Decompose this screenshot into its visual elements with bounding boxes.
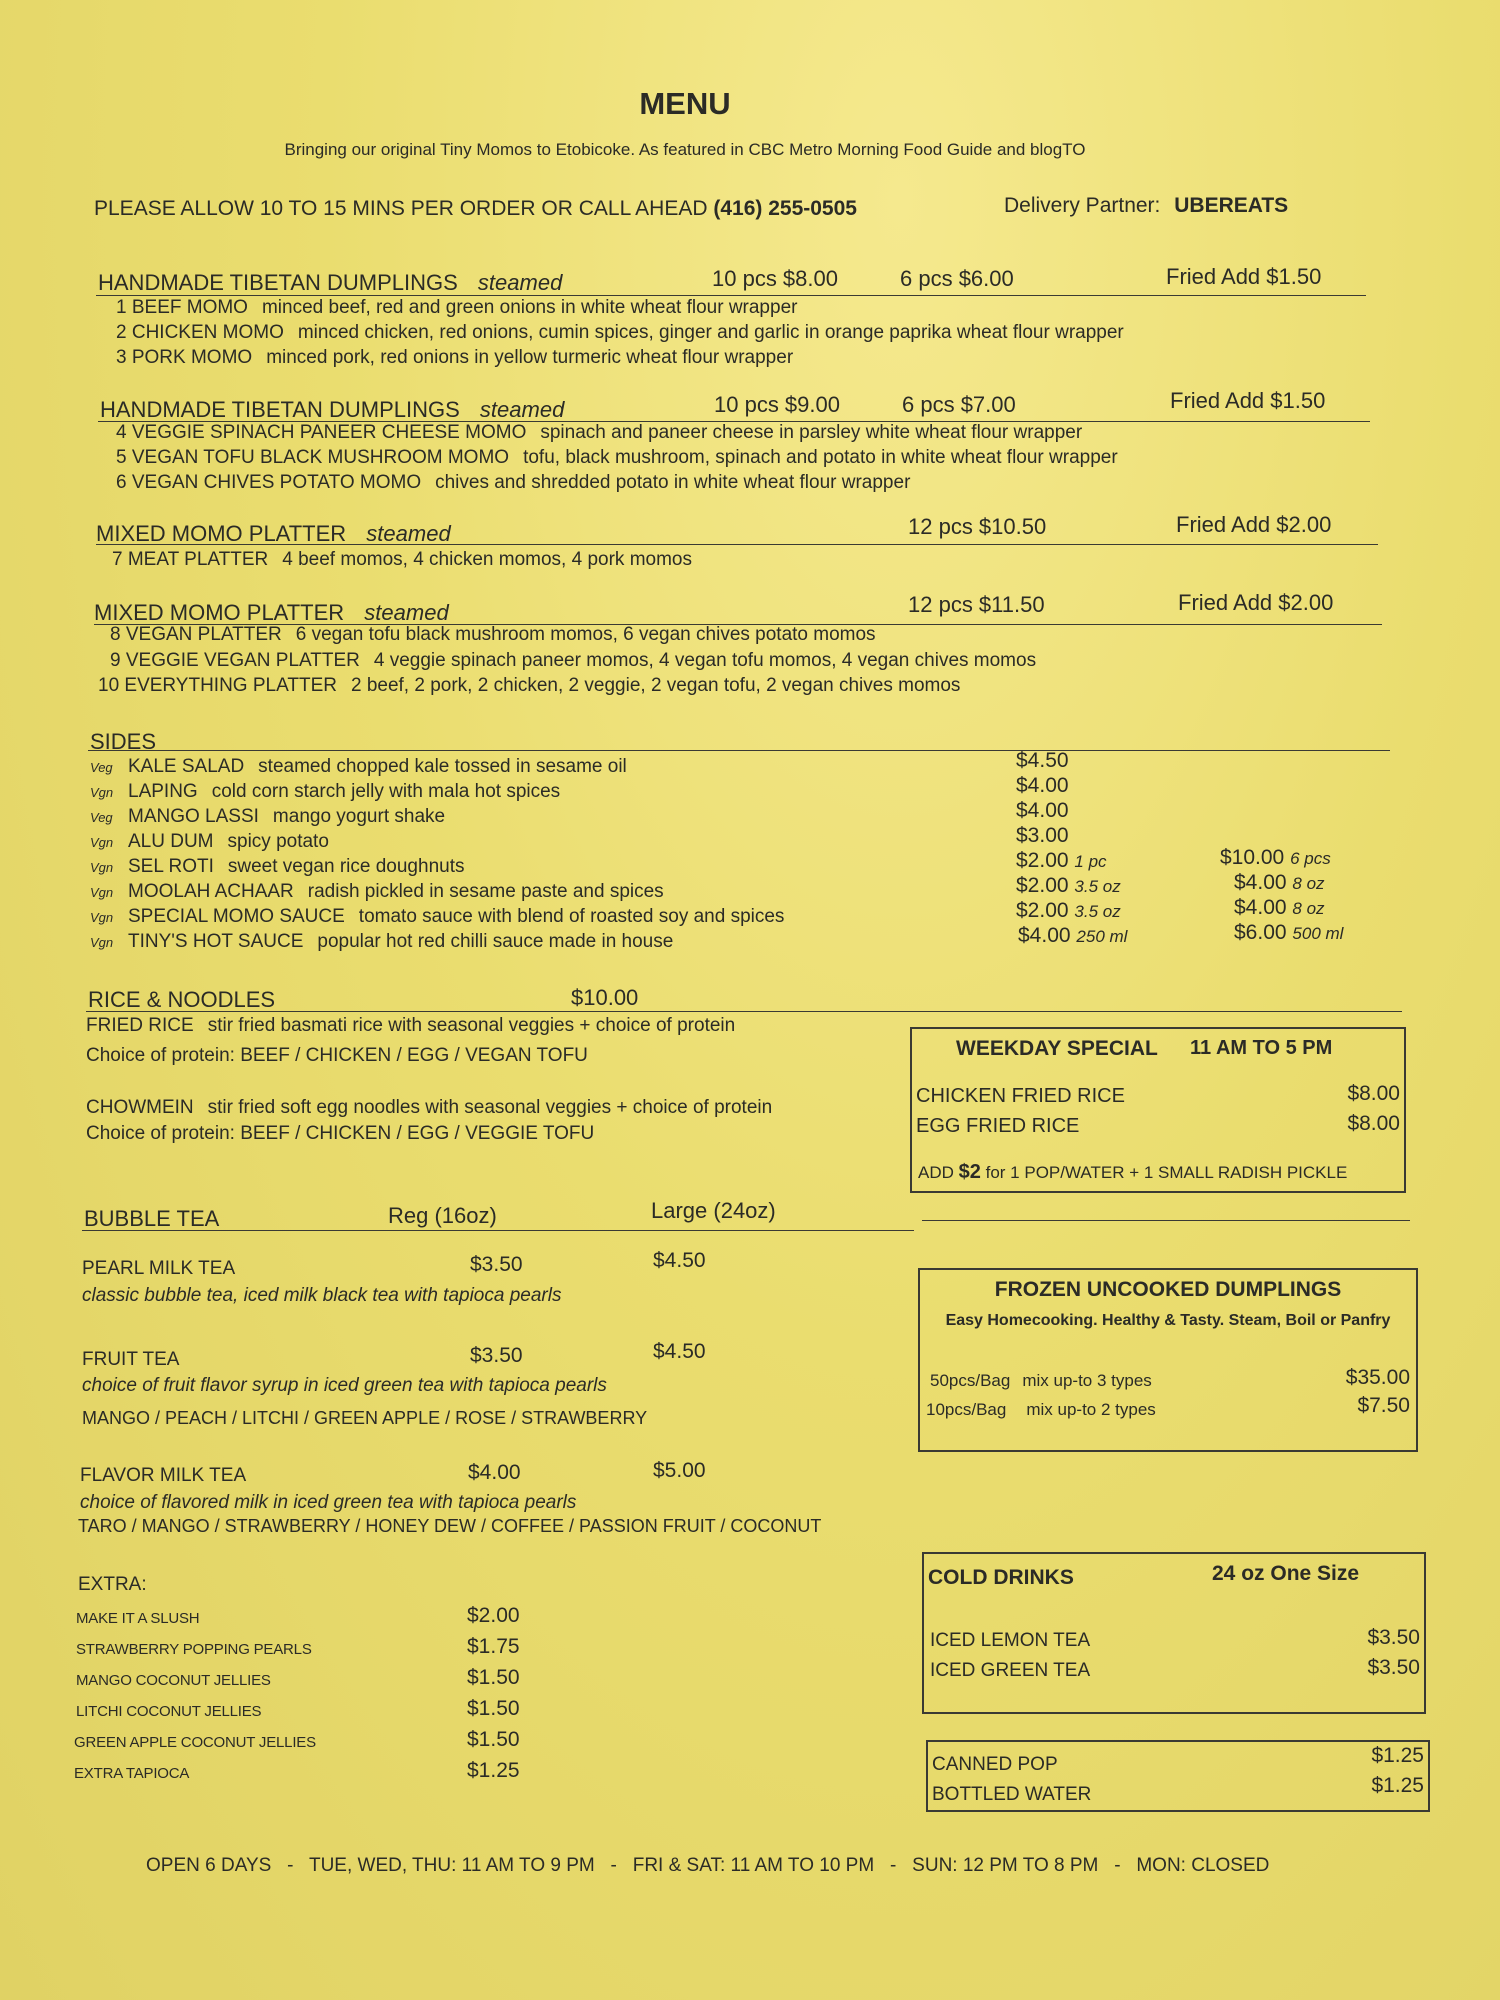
pop-price: $1.25	[1371, 1774, 1424, 1797]
frozen-title: FROZEN UNCOOKED DUMPLINGS	[994, 1278, 1342, 1301]
dumplings2-item-4	[116, 422, 1082, 444]
side-unit: 3.5 oz	[1074, 877, 1121, 896]
cold-drinks-size: 24 oz One Size	[1212, 1562, 1360, 1585]
side-price-row	[1016, 849, 1107, 873]
platter2-title	[94, 600, 449, 626]
cold-drinks-title: COLD DRINKS	[928, 1566, 1074, 1589]
side-price: $4.00	[1018, 924, 1071, 947]
dumplings1-item-1	[116, 297, 797, 319]
frozen-desc: mix up-to 2 types	[1026, 1400, 1156, 1419]
bubble-item-desc: choice of flavored milk in iced green tea with tapioca pearls	[80, 1492, 577, 1513]
side-row	[90, 906, 784, 928]
delivery-partner-name: UBEREATS	[1174, 194, 1289, 217]
side-name: ALU DUM	[128, 831, 214, 852]
frozen-price: $35.00	[1345, 1366, 1410, 1389]
menu-title: MENU	[639, 86, 731, 121]
dumplings1-fried: Fried Add $1.50	[1166, 264, 1322, 289]
bubble-item-reg: $4.00	[468, 1461, 521, 1484]
cold-drinks-box	[922, 1552, 1426, 1714]
frozen-row	[926, 1400, 1156, 1420]
side-name: SEL ROTI	[128, 856, 214, 877]
side-unit: 3.5 oz	[1074, 902, 1121, 921]
side-desc: popular hot red chilli sauce made in house	[317, 931, 674, 952]
side-price: $2.00	[1016, 899, 1069, 922]
bubble-item-reg: $3.50	[470, 1344, 523, 1367]
dumplings1-style: steamed	[477, 270, 563, 295]
weekday-special-box	[910, 1027, 1406, 1193]
bubble-item-large: $4.50	[653, 1340, 706, 1363]
side-row	[90, 806, 445, 828]
cold-drink-name: ICED LEMON TEA	[930, 1630, 1091, 1651]
dumplings2-title-text: HANDMADE TIBETAN DUMPLINGS	[100, 397, 460, 422]
side-name: MANGO LASSI	[128, 806, 259, 827]
platter2-title-text: MIXED MOMO PLATTER	[94, 600, 345, 625]
side-row	[90, 756, 627, 778]
item-desc: 4 beef momos, 4 chicken momos, 4 pork momos	[282, 549, 692, 570]
extra-item-price: $1.50	[467, 1666, 520, 1689]
side-name: LAPING	[128, 781, 198, 802]
fried-rice-name: FRIED RICE	[86, 1015, 194, 1036]
side-price2: $10.00	[1220, 846, 1285, 869]
side-price-row	[1016, 899, 1121, 923]
platter2-item-10	[98, 675, 960, 697]
side-unit: 250 ml	[1076, 927, 1128, 946]
side-desc: tomato sauce with blend of roasted soy and spices	[358, 906, 785, 927]
chowmein	[86, 1097, 772, 1119]
platter2-item-8	[110, 624, 876, 646]
sides-rule	[88, 750, 1390, 751]
item-desc: tofu, black mushroom, spinach and potato in white wheat flour wrapper	[523, 447, 1118, 468]
side-price2-row	[1234, 921, 1343, 945]
side-desc: spicy potato	[227, 831, 329, 852]
item-desc: 4 veggie spinach paneer momos, 4 vegan tofu momos, 4 vegan chives momos	[373, 650, 1037, 671]
side-desc: sweet vegan rice doughnuts	[227, 856, 465, 877]
side-name: SPECIAL MOMO SAUCE	[128, 906, 345, 927]
opening-hours: OPEN 6 DAYS - TUE, WED, THU: 11 AM TO 9 PM - FRI & SAT: 11 AM TO 10 PM - SUN: 12 PM TO 8 PM - MON: CLOSED	[146, 1855, 1270, 1876]
item-desc: minced beef, red and green onions in white wheat flour wrapper	[261, 297, 798, 318]
bubble-item-name: PEARL MILK TEA	[82, 1258, 236, 1279]
bubble-item-name: FRUIT TEA	[82, 1349, 180, 1370]
extra-item-price: $1.50	[467, 1728, 520, 1751]
side-name: MOOLAH ACHAAR	[128, 881, 294, 902]
order-note	[94, 197, 857, 221]
side-tag: Vgn	[90, 785, 114, 800]
extra-item-name: STRAWBERRY POPPING PEARLS	[76, 1641, 312, 1658]
side-price: $4.00	[1016, 799, 1069, 822]
item-name: 10 EVERYTHING PLATTER	[98, 675, 337, 696]
side-unit: 1 pc	[1074, 852, 1107, 871]
chowmein-name: CHOWMEIN	[86, 1097, 194, 1118]
frozen-qty: 50pcs/Bag	[930, 1371, 1011, 1390]
dumplings1-title	[98, 270, 562, 296]
extra-item-price: $2.00	[467, 1604, 520, 1627]
phone-number: (416) 255-0505	[713, 197, 857, 220]
side-row	[90, 856, 464, 878]
weekday-addon	[918, 1161, 1347, 1184]
addon-suffix: for 1 POP/WATER + 1 SMALL RADISH PICKLE	[985, 1163, 1348, 1182]
extra-item-price: $1.75	[467, 1635, 520, 1658]
platter1-rule	[96, 544, 1378, 545]
dumplings1-title-text: HANDMADE TIBETAN DUMPLINGS	[98, 270, 458, 295]
bubble-title: BUBBLE TEA	[84, 1206, 220, 1231]
side-tag: Vgn	[90, 935, 114, 950]
dumplings2-price6: 6 pcs $7.00	[902, 392, 1016, 417]
side-name: KALE SALAD	[128, 756, 245, 777]
frozen-price: $7.50	[1357, 1394, 1410, 1417]
bubble-item-desc: choice of fruit flavor syrup in iced green tea with tapioca pearls	[82, 1375, 607, 1396]
cold-drink-price: $3.50	[1367, 1656, 1420, 1679]
side-price2: $4.00	[1234, 896, 1287, 919]
side-price2-row	[1234, 871, 1325, 895]
extra-item-name: EXTRA TAPIOCA	[74, 1765, 190, 1782]
side-unit2: 500 ml	[1292, 924, 1344, 943]
dumplings2-fried: Fried Add $1.50	[1170, 388, 1326, 413]
chowmein-choice: Choice of protein: BEEF / CHICKEN / EGG / VEGGIE TOFU	[86, 1123, 595, 1144]
weekday-hours: 11 AM TO 5 PM	[1190, 1037, 1333, 1059]
addon-price: $2	[958, 1161, 981, 1183]
dumplings1-rule	[96, 295, 1366, 296]
platter1-price: 12 pcs $10.50	[908, 514, 1047, 539]
side-tag: Vgn	[90, 910, 114, 925]
fried-rice-choice: Choice of protein: BEEF / CHICKEN / EGG / VEGAN TOFU	[86, 1045, 588, 1066]
pop-name: BOTTLED WATER	[932, 1784, 1092, 1805]
item-desc: minced chicken, red onions, cumin spices, ginger and garlic in orange paprika wheat flour wrapper	[297, 322, 1124, 343]
side-unit2: 6 pcs	[1290, 849, 1331, 868]
extra-item-name: LITCHI COCONUT JELLIES	[76, 1703, 262, 1720]
bubble-item-desc: classic bubble tea, iced milk black tea with tapioca pearls	[82, 1285, 562, 1306]
platter2-item-9	[110, 650, 1036, 672]
menu-subtitle: Bringing our original Tiny Momos to Etobicoke. As featured in CBC Metro Morning Food Guide and blogTO	[284, 140, 1086, 159]
extra-item-name: MAKE IT A SLUSH	[76, 1610, 200, 1627]
item-name: 1 BEEF MOMO	[116, 297, 248, 318]
bubble-rule-right	[922, 1220, 1410, 1221]
bubble-item-flavors: TARO / MANGO / STRAWBERRY / HONEY DEW / COFFEE / PASSION FRUIT / COCONUT	[78, 1516, 822, 1536]
platter2-style: steamed	[364, 600, 449, 625]
side-price-row	[1016, 874, 1121, 898]
frozen-subtitle: Easy Homecooking. Healthy & Tasty. Steam, Boil or Panfry	[945, 1312, 1391, 1329]
dumplings1-price6: 6 pcs $6.00	[900, 266, 1014, 291]
item-name: 2 CHICKEN MOMO	[116, 322, 284, 343]
platter2-fried: Fried Add $2.00	[1178, 590, 1334, 615]
item-desc: 2 beef, 2 pork, 2 chicken, 2 veggie, 2 vegan tofu, 2 vegan chives momos	[350, 675, 961, 696]
sides-title: SIDES	[90, 729, 157, 754]
side-desc: cold corn starch jelly with mala hot spices	[211, 781, 561, 802]
platter1-fried: Fried Add $2.00	[1176, 512, 1332, 537]
side-row	[90, 931, 673, 953]
delivery-partner	[1004, 194, 1288, 218]
side-name: TINY'S HOT SAUCE	[128, 931, 304, 952]
side-price-row	[1018, 924, 1127, 948]
side-price2-row	[1220, 846, 1331, 870]
platter1-item-7	[112, 549, 692, 571]
bubble-item-large: $5.00	[653, 1459, 706, 1482]
bubble-reg-header: Reg (16oz)	[388, 1203, 497, 1228]
side-desc: steamed chopped kale tossed in sesame oil	[258, 756, 627, 777]
side-desc: radish pickled in sesame paste and spices	[307, 881, 664, 902]
delivery-label: Delivery Partner:	[1004, 194, 1161, 217]
side-tag: Vgn	[90, 860, 114, 875]
dumplings2-style: steamed	[479, 397, 565, 422]
platter2-price: 12 pcs $11.50	[908, 592, 1045, 617]
item-desc: minced pork, red onions in yellow turmeric wheat flour wrapper	[266, 347, 794, 368]
addon-prefix: ADD	[918, 1163, 954, 1182]
platter1-title-text: MIXED MOMO PLATTER	[96, 521, 347, 546]
bubble-item-name: FLAVOR MILK TEA	[80, 1465, 247, 1486]
side-price: $4.50	[1016, 749, 1069, 772]
pop-box	[926, 1740, 1430, 1812]
rice-rule	[86, 1011, 1402, 1012]
dumplings2-title	[100, 397, 564, 423]
rice-title: RICE & NOODLES	[88, 987, 276, 1012]
rice-price: $10.00	[571, 985, 639, 1010]
side-price2: $4.00	[1234, 871, 1287, 894]
cold-drink-price: $3.50	[1367, 1626, 1420, 1649]
side-price: $3.00	[1016, 824, 1069, 847]
side-tag: Veg	[90, 760, 113, 775]
bubble-rule	[82, 1230, 914, 1231]
side-row	[90, 781, 560, 803]
item-desc: chives and shredded potato in white wheat flour wrapper	[435, 472, 911, 493]
item-name: 9 VEGGIE VEGAN PLATTER	[110, 650, 360, 671]
item-name: 7 MEAT PLATTER	[112, 549, 269, 570]
item-name: 8 VEGAN PLATTER	[110, 624, 282, 645]
bubble-item-reg: $3.50	[470, 1253, 523, 1276]
order-note-text: PLEASE ALLOW 10 TO 15 MINS PER ORDER OR CALL AHEAD	[94, 197, 708, 220]
dumplings1-item-3	[116, 347, 793, 369]
side-price: $2.00	[1016, 874, 1069, 897]
dumplings1-item-2	[116, 322, 1124, 344]
dumplings2-item-5	[116, 447, 1118, 469]
dumplings1-price10: 10 pcs $8.00	[712, 266, 838, 291]
item-name: 6 VEGAN CHIVES POTATO MOMO	[116, 472, 422, 493]
chowmein-desc: stir fried soft egg noodles with seasonal veggies + choice of protein	[207, 1097, 773, 1118]
weekday-title: WEEKDAY SPECIAL	[956, 1037, 1158, 1060]
item-name: 3 PORK MOMO	[116, 347, 253, 368]
frozen-desc: mix up-to 3 types	[1022, 1371, 1152, 1390]
extra-item-price: $1.50	[467, 1697, 520, 1720]
fried-rice	[86, 1015, 735, 1037]
side-unit2: 8 oz	[1292, 874, 1325, 893]
pop-price: $1.25	[1371, 1744, 1424, 1767]
item-desc: spinach and paneer cheese in parsley white wheat flour wrapper	[540, 422, 1083, 443]
frozen-box	[918, 1268, 1418, 1452]
item-name: 5 VEGAN TOFU BLACK MUSHROOM MOMO	[116, 447, 510, 468]
bubble-item-large: $4.50	[653, 1249, 706, 1272]
extra-item-name: MANGO COCONUT JELLIES	[76, 1672, 271, 1689]
side-tag: Vgn	[90, 885, 114, 900]
bubble-item-flavors: MANGO / PEACH / LITCHI / GREEN APPLE / ROSE / STRAWBERRY	[82, 1408, 648, 1428]
weekday-item-name: CHICKEN FRIED RICE	[916, 1085, 1125, 1107]
extra-item-price: $1.25	[467, 1759, 520, 1782]
side-row	[90, 831, 329, 853]
side-tag: Vgn	[90, 835, 114, 850]
bubble-large-header: Large (24oz)	[651, 1198, 776, 1223]
weekday-item-name: EGG FRIED RICE	[916, 1115, 1080, 1137]
dumplings2-price10: 10 pcs $9.00	[714, 392, 840, 417]
frozen-qty: 10pcs/Bag	[926, 1400, 1007, 1419]
side-price: $2.00	[1016, 849, 1069, 872]
platter1-style: steamed	[366, 521, 451, 546]
side-price: $4.00	[1016, 774, 1069, 797]
weekday-item-price: $8.00	[1347, 1112, 1400, 1135]
frozen-row	[930, 1371, 1152, 1391]
item-name: 4 VEGGIE SPINACH PANEER CHEESE MOMO	[116, 422, 527, 443]
extra-item-name: GREEN APPLE COCONUT JELLIES	[74, 1734, 316, 1751]
side-price2-row	[1234, 896, 1325, 920]
pop-name: CANNED POP	[932, 1754, 1058, 1775]
side-row	[90, 881, 664, 903]
side-unit2: 8 oz	[1292, 899, 1325, 918]
dumplings2-item-6	[116, 472, 910, 494]
item-desc: 6 vegan tofu black mushroom momos, 6 vegan chives potato momos	[295, 624, 876, 645]
side-price2: $6.00	[1234, 921, 1287, 944]
side-tag: Veg	[90, 810, 113, 825]
cold-drink-name: ICED GREEN TEA	[930, 1660, 1091, 1681]
fried-rice-desc: stir fried basmati rice with seasonal veggies + choice of protein	[207, 1015, 736, 1036]
extra-title: EXTRA:	[78, 1574, 147, 1595]
side-desc: mango yogurt shake	[272, 806, 446, 827]
weekday-item-price: $8.00	[1347, 1082, 1400, 1105]
